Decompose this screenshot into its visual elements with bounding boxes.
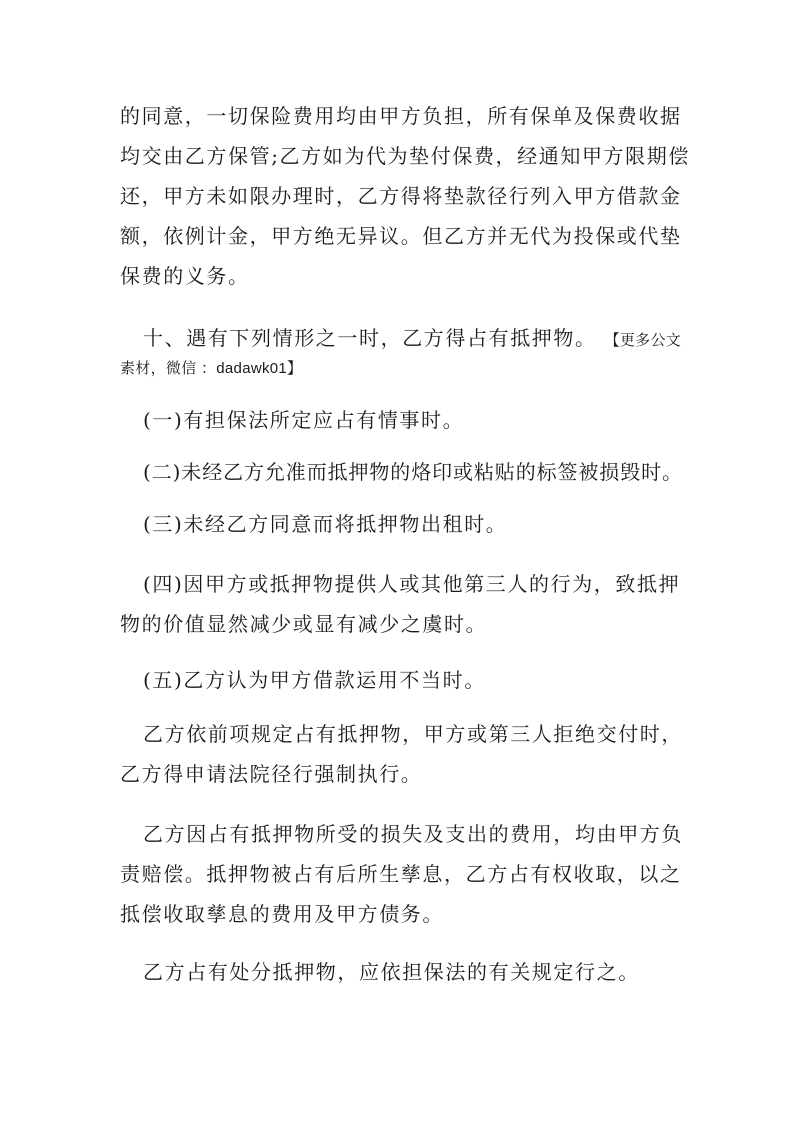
list-item: (二)未经乙方允准而抵押物的烙印或粘贴的标签被损毁时。 xyxy=(143,460,683,484)
paragraph-line: 乙方依前项规定占有抵押物，甲方或第三人拒绝交付时， xyxy=(143,722,683,746)
list-item: (三)未经乙方同意而将抵押物出租时。 xyxy=(143,512,508,536)
paragraph-line: 抵偿收取孳息的费用及甲方债务。 xyxy=(120,902,444,926)
clause-heading-text: 十、遇有下列情形之一时，乙方得占有抵押物。 xyxy=(143,326,597,350)
paragraph-line: 乙方因占有抵押物所受的损失及支出的费用，均由甲方负 xyxy=(143,822,683,846)
paragraph-line: 责赔偿。抵押物被占有后所生孳息，乙方占有权收取，以之 xyxy=(120,862,682,886)
list-item: (四)因甲方或抵押物提供人或其他第三人的行为，致抵押 xyxy=(143,572,681,596)
paragraph-line: 乙方得申请法院径行强制执行。 xyxy=(120,762,423,786)
list-item-continuation: 物的价值显然减少或显有减少之虞时。 xyxy=(120,612,488,636)
paragraph-line: 额，依例计金，甲方绝无异议。但乙方并无代为投保或代垫 xyxy=(120,224,682,248)
paragraph-line: 均交由乙方保管;乙方如为代为垫付保费，经通知甲方限期偿 xyxy=(120,144,690,168)
list-item: (五)乙方认为甲方借款运用不当时。 xyxy=(143,668,486,692)
paragraph-line: 乙方占有处分抵押物，应依担保法的有关规定行之。 xyxy=(143,960,640,984)
paragraph-line: 还，甲方未如限办理时，乙方得将垫款径行列入甲方借款金 xyxy=(120,184,682,208)
paragraph-line: 保费的义务。 xyxy=(120,264,250,288)
list-item: (一)有担保法所定应占有情事时。 xyxy=(143,408,465,432)
promo-text-part1: 【更多公文 xyxy=(604,332,682,349)
paragraph-line: 的同意，一切保险费用均由甲方负担，所有保单及保费收据 xyxy=(120,104,682,128)
clause-heading xyxy=(143,324,681,355)
promo-text-part2: 素材，微信 ：dadawk01】 xyxy=(120,360,303,377)
